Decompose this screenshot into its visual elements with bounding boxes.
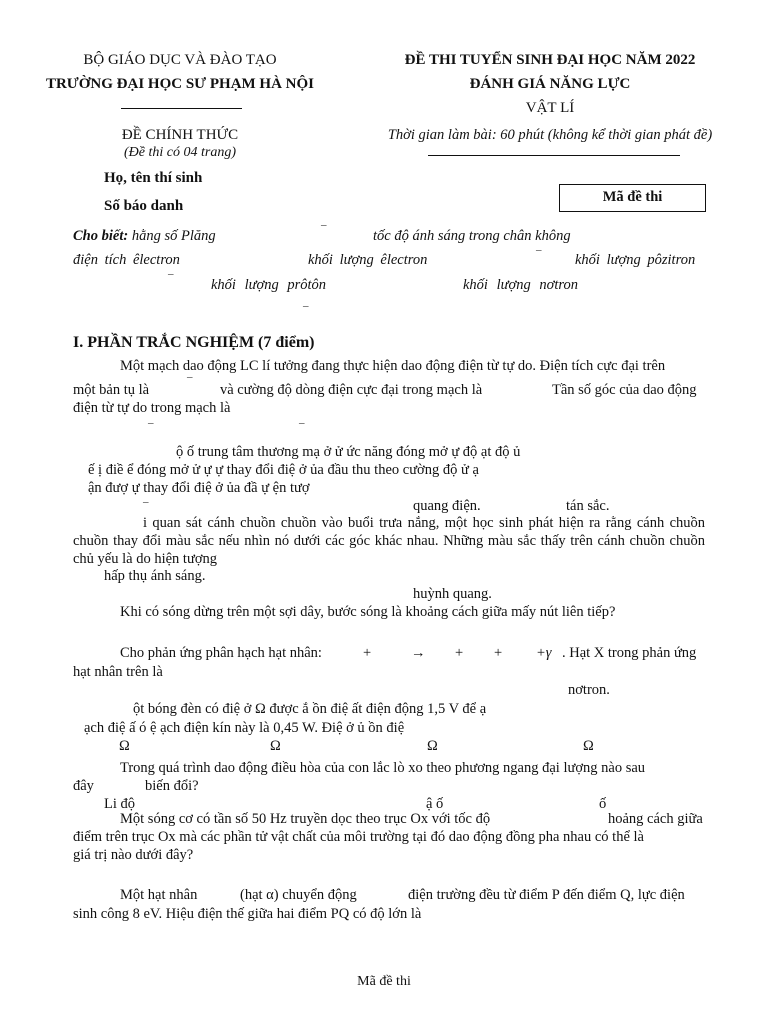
q7-line-1: Trong quá trình dao động điều hòa của con lắc lò xo theo phương ngang đại lượng nào sau [120, 760, 646, 776]
ohm-symbol: Ω [427, 738, 438, 754]
q8-line-1a: Một sóng cơ có tần số 50 Hz truyền dọc theo trục Ox với tốc độ [120, 811, 491, 827]
light-speed-label: tốc độ ánh sáng trong chân không [373, 228, 571, 244]
q9-line-1c: điện trường đều từ điểm P đến điểm Q, lực điện [408, 887, 685, 903]
minus-sign: – [168, 268, 174, 280]
exam-code-label: Mã đề thi [602, 189, 663, 205]
minus-sign: – [299, 417, 305, 429]
q7-fragment-2: ố [599, 796, 607, 812]
q5-text-b: . Hạt X trong phản ứng [562, 645, 697, 661]
q9-line-1a: Một hạt nhân [120, 887, 198, 903]
q3-text: i quan sát cánh chuồn chuồn vào buổi trưa nắng, một học sinh phát hiện ra rằng cánh chuồn chuồn thay đổi màu sắc nếu nhìn nó dưới các góc khác nhau. Những màu sắc thấy trên cánh chuồn chuồn chủ yếu là do hiện tượng [73, 515, 705, 567]
q7-line-2b: biến đổi? [145, 778, 199, 794]
pages-note: (Đề thi có 04 trang) [124, 145, 236, 160]
given-line-1 [73, 228, 216, 245]
subject-title: VẬT LÍ [525, 100, 575, 116]
q7-line-2a: đây [73, 778, 94, 794]
q5-line-2: hạt nhân trên là [73, 664, 163, 680]
plus-sign: + [363, 645, 372, 661]
q7-fragment-1: ậ ố [426, 796, 444, 812]
q9-line-1b: (hạt α) chuyển động [240, 887, 357, 903]
ohm-symbol: Ω [270, 738, 281, 754]
minus-sign: – [148, 417, 154, 429]
minus-sign: – [321, 219, 327, 231]
duration-note: Thời gian làm bài: 60 phút (không kể thời gian phát đề) [387, 127, 713, 143]
q6-line-1: ột bóng đèn có điệ ở Ω được ắ ồn điệ ất điện động 1,5 V để ạ [133, 701, 487, 717]
q6-line-2: ạch điệ ấ ó ệ ạch điện kín này là 0,45 W. Điệ ở ủ ồn điệ [84, 720, 405, 736]
exam-title: ĐỀ THI TUYỂN SINH ĐẠI HỌC NĂM 2022 [404, 52, 696, 68]
q5-text-a: Cho phản ứng phân hạch hạt nhân: [120, 645, 322, 661]
gamma-term: +γ [536, 645, 552, 661]
q1-line-2c: Tần số góc của dao động [552, 382, 697, 398]
q1-line-2b: và cường độ dòng điện cực đại trong mạch là [220, 382, 483, 398]
assessment-title: ĐÁNH GIÁ NĂNG LỰC [469, 76, 631, 92]
q1-line-1: Một mạch dao động LC lí tưởng đang thực hiện dao động điện từ tự do. Điện tích cực đại trên [120, 358, 666, 374]
q9-line-2: sinh công 8 eV. Hiệu điện thế giữa hai điểm PQ có độ lớn là [73, 906, 422, 922]
planck-constant-label: hằng số Plăng [131, 228, 216, 244]
university-name: TRƯỜNG ĐẠI HỌC SƯ PHẠM HÀ NỘI [45, 76, 315, 92]
section-title: I. PHẦN TRẮC NGHIỆM (7 điểm) [73, 334, 315, 351]
minus-sign: – [187, 371, 193, 383]
ohm-symbol: Ω [583, 738, 594, 754]
q2-line-2: ế ị điề ể đóng mở ử ự ự thay đổi điệ ở ủa đầu thu theo cường độ ử ạ [88, 462, 479, 478]
plus-sign: + [494, 645, 503, 661]
q4-text: Khi có sóng dừng trên một sợi dây, bước sóng là khoảng cách giữa mấy nút liên tiếp? [120, 604, 616, 620]
footer-exam-code: Mã đề thi [357, 974, 411, 989]
q2-line-1: ộ ố trung tâm thương mạ ở ử ức năng đóng mở ự độ ạt độ ủ [176, 444, 521, 460]
minus-sign: – [303, 300, 309, 312]
plus-sign: + [455, 645, 464, 661]
q7-option-a: Li độ [104, 796, 136, 812]
candidate-id-label: Số báo danh [104, 198, 184, 214]
proton-mass-label: khối lượng prôtôn [211, 277, 327, 293]
given-label: Cho biết: [73, 228, 129, 244]
q2-option-c: quang điện. [413, 498, 481, 514]
header-left-divider [121, 108, 242, 109]
arrow-sign: → [411, 645, 426, 661]
candidate-name-label: Họ, tên thí sinh [104, 170, 203, 186]
minus-sign: – [143, 496, 149, 508]
ohm-symbol: Ω [119, 738, 130, 754]
q3-option-c: huỳnh quang. [413, 586, 492, 602]
electron-charge-label: điện tích êlectron [73, 252, 180, 268]
q3-option-a: hấp thụ ánh sáng. [104, 568, 206, 584]
ministry-name: BỘ GIÁO DỤC VÀ ĐÀO TẠO [83, 52, 277, 68]
q2-option-d: tán sắc. [566, 498, 610, 514]
q1-line-2a: một bản tụ là [73, 382, 150, 398]
exam-code-box [559, 184, 706, 212]
q1-line-3: điện từ tự do trong mạch là [73, 400, 231, 416]
q8-line-1b: hoảng cách giữa [608, 811, 703, 827]
electron-mass-label: khối lượng êlectron [308, 252, 428, 268]
q5-option: nơtron. [568, 682, 610, 698]
q8-line-3: giá trị nào dưới đây? [73, 847, 194, 863]
positron-mass-label: khối lượng pôzitron [575, 252, 696, 268]
q8-line-2: điểm trên trục Ox mà các phần tử vật chất của môi trường tại đó dao động đồng pha nhau có thể là [73, 829, 644, 845]
official-label: ĐỀ CHÍNH THỨC [121, 127, 239, 143]
header-right-divider [428, 155, 680, 156]
q2-line-3: ận đượ ự thay đổi điệ ở ủa đầ ự ện tượ [88, 480, 310, 496]
neutron-mass-label: khối lượng nơtron [463, 277, 579, 293]
minus-sign: – [536, 244, 542, 256]
